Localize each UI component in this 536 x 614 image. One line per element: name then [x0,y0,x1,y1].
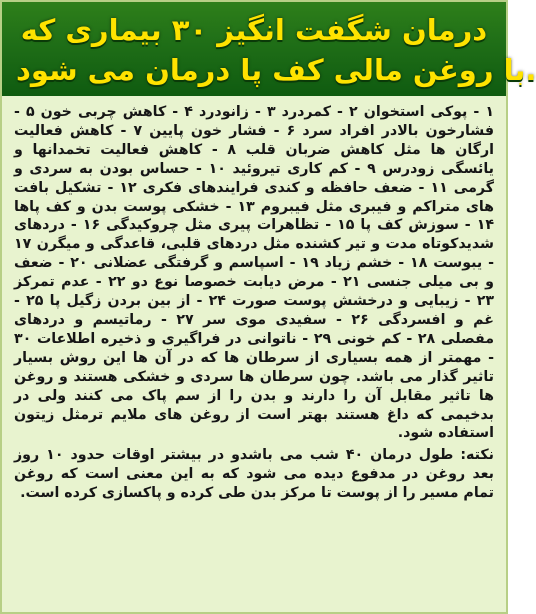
title-line-2: با روغن مالی کف پا درمان می شود. [16,53,536,87]
note-label: نکته: [460,447,494,464]
ailments-list-paragraph: ۱ - پوکی استخوان ۲ - کمردرد ۳ - زانودرد ۴ - کاهش چربی خون ۵ - فشارخون بالادر افراد سرد ۶ - فشار خون پایین ۷ - کاهش فعالیت ارگان ها مثل کاهش ضربان قلب ۸ - کاهش فعالیت تخمدانها و یائسگی زودرس ۹ - کم کاری تیروئید ۱۰ - حساس بودن به سردی و گرمی ۱۱ - ضعف حافظه و کندی فرایندهای فکری ۱۲ - تشکیل بافت های متراکم و فیبری مثل فیبروم ۱۳ - خشکی پوست بدن و کف پاها ۱۴ - سوزش کف پا ۱۵ - تظاهرات پیری مثل چروکیدگی ۱۶ - دردهای شدیدکوتاه مدت و تیر کشنده مثل دردهای قلبی، قاعدگی و میگرن ۱۷ - یبوست ۱۸ - خشم زیاد ۱۹ - اسپاسم و گرفتگی عضلانی ۲۰ - ضعف و بی میلی جنسی ۲۱ - مرض دیابت خصوصا نوع دو ۲۲ - عدم تمرکز ۲۳ - زیبایی و درخشش پوست صورت ۲۴ - از بین بردن زگیل پا ۲۵ - غم و افسردگی ۲۶ - سفیدی موی سر ۲۷ - رماتیسم و دردهای مفصلی ۲۸ - کم خونی ۲۹ - ناتوانی در فراگیری و ذخیره اطلاعات ۳۰ - مهمتر از همه بسیاری از سرطان ها که در آن ها این روش بسیار تاثیر گذار می باشد. چون سرطان ها سردی و خشکی هستند و روغن ها تاثیر مقابل آن را دارند و بدن را از سم پاک می کنند ولی در بدخیمی که داغ هستند بهتر است از روغن های ملایم ترمثل زیتون استفاده شود. [14,104,495,442]
body-text-block [2,96,506,503]
note-text: طول درمان ۴۰ شب می باشدو در بیشتر اوقات حدود ۱۰ روز بعد روغن در مدفوع دیده می شود که به این معنی است که روغن تمام مسیر را از پوست تا مرکز بدن طی کرده و پاکسازی کرده است. [14,447,494,502]
header-banner [2,2,536,96]
note-paragraph [14,446,494,503]
title-line-1: درمان شگفت انگیز ۳۰ بیماری که [20,13,488,47]
